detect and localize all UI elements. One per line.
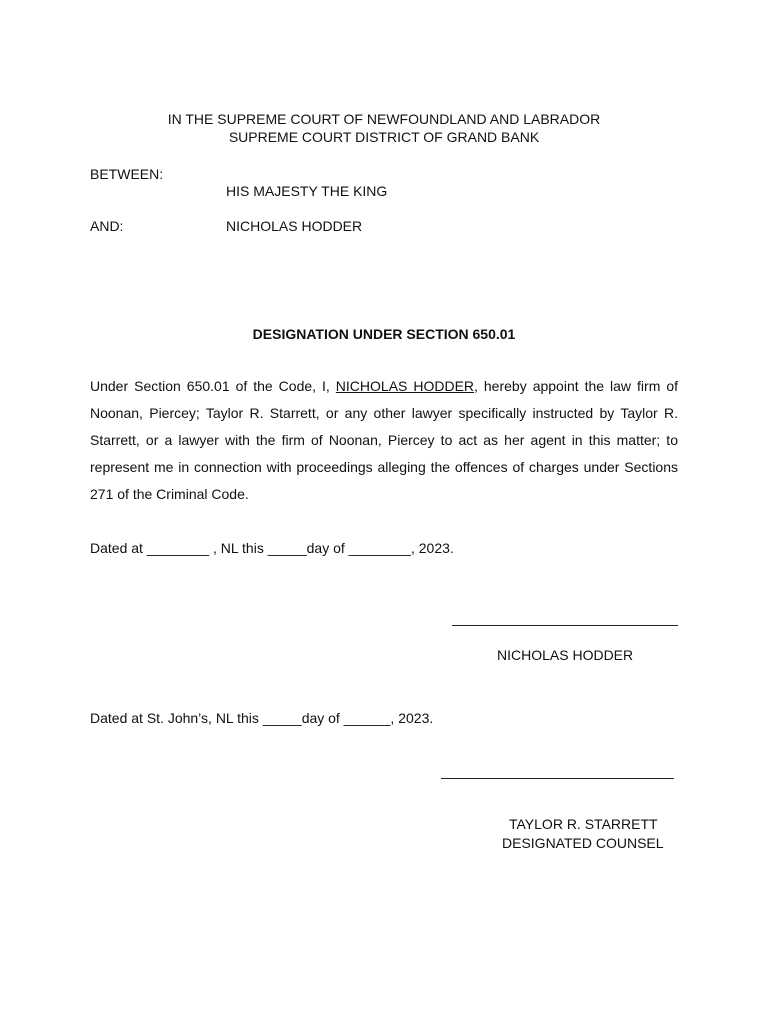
body-name: NICHOLAS HODDER	[335, 378, 475, 394]
signature-line-2	[441, 778, 674, 779]
signer-name-1: NICHOLAS HODDER	[497, 647, 634, 663]
court-line-1: IN THE SUPREME COURT OF NEWFOUNDLAND AND LABRADOR	[167, 111, 601, 127]
body-text-start: Under Section 650.01 of the Code, I,	[90, 378, 336, 394]
and-label: AND:	[90, 218, 124, 234]
signer-role-2: DESIGNATED COUNSEL	[502, 835, 664, 851]
party-2: NICHOLAS HODDER	[226, 218, 363, 234]
signature-line-1	[452, 625, 678, 626]
body-text-end: , hereby appoint the law firm of Noonan, Piercey; Taylor R. Starrett, or any other lawyer specifically instructed by Taylor R. Starrett, or a lawyer with the firm of Noonan, Piercey to act as her agent in this matter; to represent me in connection with proceedings alleging the offences of charges under Sections 271 of the Criminal Code.	[90, 378, 679, 502]
signer-name-2: TAYLOR R. STARRETT	[509, 816, 658, 832]
body-paragraph	[90, 373, 678, 508]
party-1: HIS MAJESTY THE KING	[226, 183, 388, 199]
court-line-2: SUPREME COURT DISTRICT OF GRAND BANK	[228, 129, 540, 145]
between-label: BETWEEN:	[90, 166, 164, 182]
document-title: DESIGNATION UNDER SECTION 650.01	[252, 326, 516, 342]
dated-line-1: Dated at ________ , NL this _____day of ________, 2023.	[90, 540, 454, 556]
dated-line-2: Dated at St. John’s, NL this _____day of ______, 2023.	[90, 710, 434, 726]
